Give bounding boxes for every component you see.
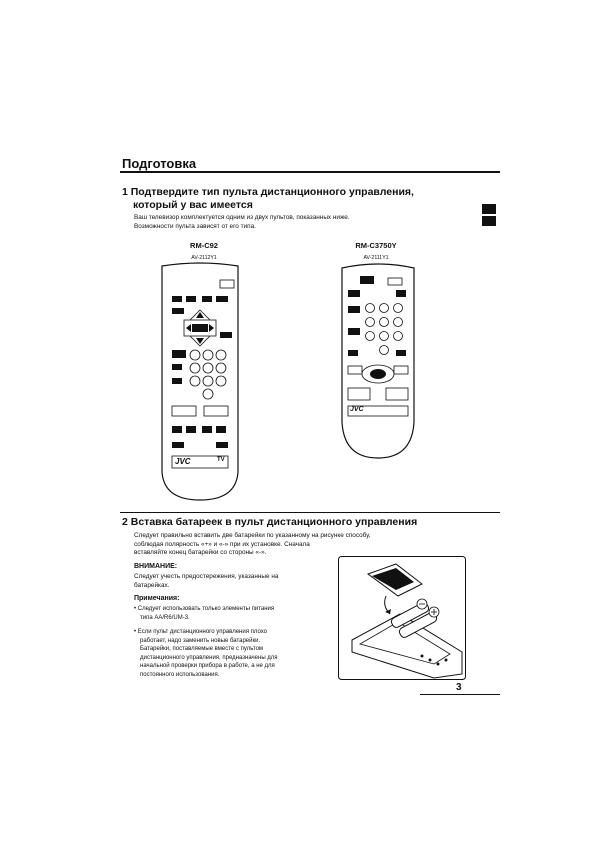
note1-line1: • Следует использовать только элементы питания [134, 606, 275, 612]
battery-insertion-illustration [338, 556, 466, 680]
notes-list [134, 605, 334, 679]
section1-body-line1: Ваш телевизор комплектуется одним из двух пультов, показанных ниже. [134, 214, 350, 221]
section2-heading: 2 Вставка батареек в пульт дистанционного управления [122, 516, 418, 528]
section2-body-line1: Следует правильно вставить две батарейки по указанному на рисунке способу, [134, 532, 371, 539]
remote1-tv-label: TV [217, 457, 225, 463]
remote1-logo: JVC [175, 457, 191, 466]
warning-body [134, 573, 334, 590]
section1-body [134, 214, 464, 231]
top-rule [120, 171, 500, 173]
notes-title: Примечания: [134, 595, 180, 602]
page-title: Подготовка [122, 156, 197, 171]
note2-line2: работает, надо заменить новые батарейки. [140, 637, 261, 644]
note2-line6: постоянного использования. [140, 671, 220, 678]
section2-body-line2: соблюдая полярность «+» и «-» при их установке. Сначала [134, 540, 310, 548]
warning-body-line1: Следует учесть предостережения, указанные на [134, 573, 279, 580]
warning-body-line2: батарейках. [134, 581, 170, 589]
remote1-illustration [150, 262, 250, 504]
note2-line3: Батарейки, поставляемые вместе с пультом [140, 646, 264, 652]
warning-title: ВНИМАНИЕ: [134, 563, 178, 570]
remote2-model: RM-C3750Y [355, 241, 397, 250]
section2-body [134, 532, 474, 558]
note2-line5: начальной проверки прибора в работе, а не для [140, 663, 275, 669]
remote2-illustration [334, 262, 422, 462]
remote1-model: RM-C92 [190, 241, 218, 250]
note2-line1: • Если пульт дистанционного управления плохо [134, 629, 267, 635]
note1-line2: типа AA/R6/UM-3. [140, 614, 190, 621]
remote2-tv-model: AV-2111Y1 [363, 255, 389, 261]
bottom-rule [420, 694, 500, 695]
section1-heading-line1: 1 Подтвердите тип пульта дистанционного управления, [122, 186, 414, 198]
remote2-logo: JVC [350, 406, 364, 413]
section2-body-line3: вставляйте конец батарейки со стороны «-». [134, 549, 267, 557]
section-tab-marker [482, 216, 496, 226]
remote1-tv-model: AV-2112Y1 [191, 255, 217, 261]
section1-heading [122, 186, 482, 212]
section-tab-marker [482, 204, 496, 214]
section2-rule [120, 512, 500, 513]
section1-heading-line2: который у вас имеется [133, 199, 253, 211]
page-number: 3 [456, 682, 462, 693]
note2-line4: дистанционного управления, предназначены для [140, 654, 278, 661]
section1-body-line2: Возможности пульта зависят от его типа. [134, 222, 256, 230]
